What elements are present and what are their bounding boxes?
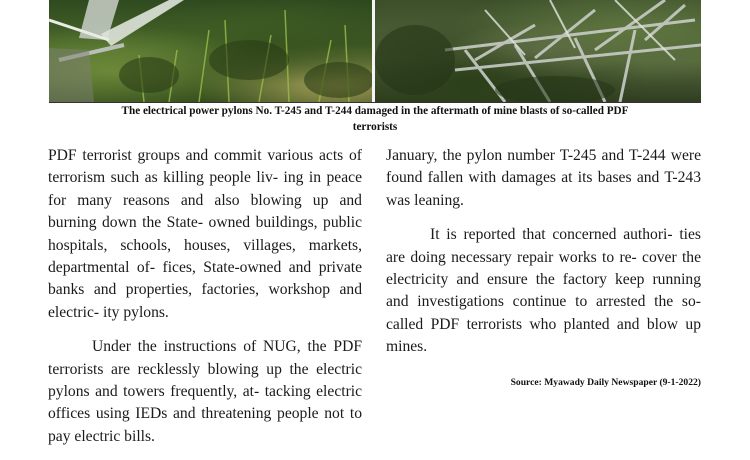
- article-column-left: [48, 145, 362, 448]
- pylon-photo-right: [375, 0, 701, 102]
- text-line: ing in peace for many reasons and also: [48, 169, 362, 209]
- paragraph-pylon-status: [386, 145, 701, 212]
- text-line: and T-243 was leaning.: [386, 169, 701, 209]
- paragraph-repair-works: [386, 224, 701, 358]
- text-line: ity pylons.: [102, 303, 169, 321]
- caption-line-2: terrorists: [352, 121, 398, 133]
- text-line: fices, State-owned and private banks and: [48, 259, 362, 299]
- text-line: tacking electric offices using IEDs and: [48, 383, 363, 423]
- text-line: acts of terrorism such as killing people liv-: [48, 147, 362, 187]
- text-line: blowing up and burning down the State-: [48, 191, 362, 232]
- text-line: keep running and investigations continue to: [386, 271, 701, 311]
- paragraph-nug-instructions: [48, 336, 362, 448]
- pylon-photo-left: [49, 0, 372, 102]
- source-credit: Source: Myawady Daily Newspaper (9-1-2022): [510, 377, 701, 388]
- text-line: properties, factories, workshop and electric-: [48, 281, 362, 321]
- text-line: arrested the so-called PDF terrorists who: [386, 293, 701, 333]
- text-line: January, the pylon number T-245 and T-244: [386, 147, 671, 164]
- text-line: PDF terrorists are recklessly blowing up the: [48, 338, 362, 378]
- text-line: houses, villages, markets, departmental of-: [48, 236, 363, 277]
- text-line: were found fallen with damages at its bases: [386, 147, 701, 187]
- text-line: ties are doing necessary repair works to re-: [386, 226, 701, 266]
- article-column-right: [386, 145, 701, 359]
- pylon-wreck-left-illustration: [49, 0, 372, 102]
- text-line: Under the instructions of NUG, the: [92, 338, 334, 356]
- text-line: owned buildings, public hospitals, schools,: [48, 214, 362, 254]
- text-line: planted and blow up mines.: [386, 315, 701, 356]
- text-line: threatening people not to pay electric bills.: [48, 405, 362, 445]
- photo-strip: [49, 0, 701, 103]
- pylon-wreck-right-illustration: [375, 0, 701, 102]
- caption-line-1: The electrical power pylons No. T-245 and T-244 damaged in the aftermath of mine blasts of so-called PDF: [121, 105, 629, 117]
- paragraph-terrorism-acts: [48, 145, 362, 324]
- text-line: cover the electricity and ensure the factory: [386, 248, 701, 289]
- text-line: It is reported that concerned authori-: [430, 226, 673, 244]
- text-line: electric pylons and towers frequently, at-: [48, 360, 362, 401]
- text-line: PDF terrorist groups and commit various: [48, 147, 319, 164]
- photo-caption: [60, 103, 690, 135]
